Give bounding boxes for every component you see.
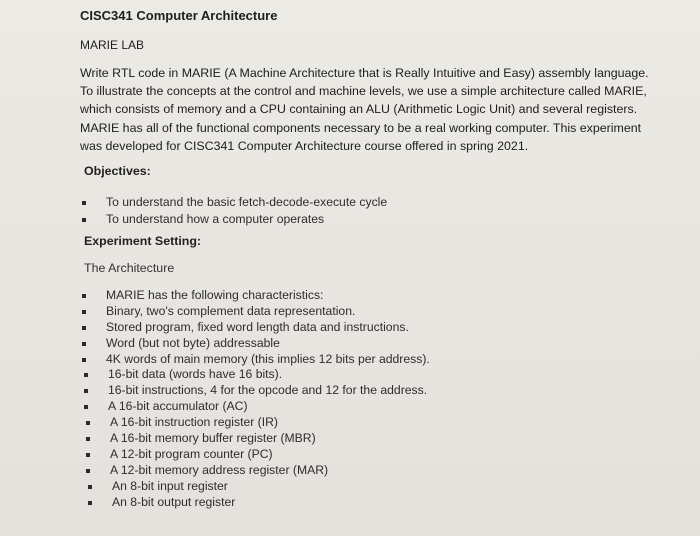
- bullet-icon: [88, 501, 92, 505]
- list-item: An 8-bit input register: [112, 479, 436, 495]
- list-item: Stored program, fixed word length data and instructions.: [106, 320, 430, 336]
- intro-line: Write RTL code in MARIE (A Machine Architecture that is Really Intuitive and Easy) assembly language.: [80, 66, 649, 80]
- list-item: A 16-bit memory buffer register (MBR): [110, 431, 434, 447]
- intro-line: To illustrate the concepts at the control and machine levels, we use a simple architecture called MARIE,: [80, 84, 647, 99]
- bullet-icon: [82, 294, 86, 298]
- bullet-icon: [84, 373, 88, 377]
- intro-line: MARIE has all of the functional components necessary to be a real working computer. This experiment: [80, 120, 642, 135]
- architecture-heading: The Architecture: [84, 261, 175, 275]
- list-item: Binary, two's complement data representation.: [106, 304, 430, 320]
- bullet-icon: [82, 326, 86, 330]
- intro-line: was developed for CISC341 Computer Architecture course offered in spring 2021.: [80, 138, 529, 153]
- list-item: A 16-bit instruction register (IR): [110, 415, 434, 431]
- list-item: A 12-bit program counter (PC): [110, 447, 434, 463]
- bullet-icon: [84, 405, 88, 409]
- list-item: To understand how a computer operates: [106, 211, 387, 228]
- list-item: Word (but not byte) addressable: [106, 336, 430, 352]
- bullet-icon: [86, 437, 90, 441]
- list-item: An 8-bit output register: [112, 495, 436, 511]
- bullet-icon: [82, 342, 86, 346]
- intro-paragraph: [80, 64, 670, 155]
- list-item: A 16-bit accumulator (AC): [108, 399, 432, 415]
- list-item: 4K words of main memory (this implies 12 bits per address).: [106, 352, 430, 368]
- bullet-icon: [86, 469, 90, 473]
- experiment-setting-heading: Experiment Setting:: [84, 234, 202, 248]
- bullet-icon: [88, 485, 92, 489]
- bullet-icon: [82, 358, 86, 362]
- bullet-icon: [82, 310, 86, 314]
- lab-title: MARIE LAB: [80, 38, 145, 52]
- bullet-icon: [86, 421, 90, 425]
- intro-line: which consists of memory and a CPU containing an ALU (Arithmetic Logic Unit) and several registers.: [80, 102, 638, 117]
- list-item: A 12-bit memory address register (MAR): [110, 463, 434, 479]
- bullet-icon: [84, 389, 88, 393]
- bullet-icon: [86, 453, 90, 457]
- list-item: MARIE has the following characteristics:: [106, 288, 430, 304]
- list-item: 16-bit data (words have 16 bits).: [108, 367, 432, 383]
- bullet-icon: [82, 201, 86, 205]
- bullet-icon: [82, 218, 86, 222]
- architecture-list: [106, 288, 430, 510]
- list-item: To understand the basic fetch-decode-execute cycle: [106, 194, 387, 211]
- objectives-list: [106, 194, 387, 228]
- course-title: CISC341 Computer Architecture: [80, 8, 278, 23]
- list-item: 16-bit instructions, 4 for the opcode and 12 for the address.: [108, 383, 432, 399]
- objectives-heading: Objectives:: [84, 164, 151, 178]
